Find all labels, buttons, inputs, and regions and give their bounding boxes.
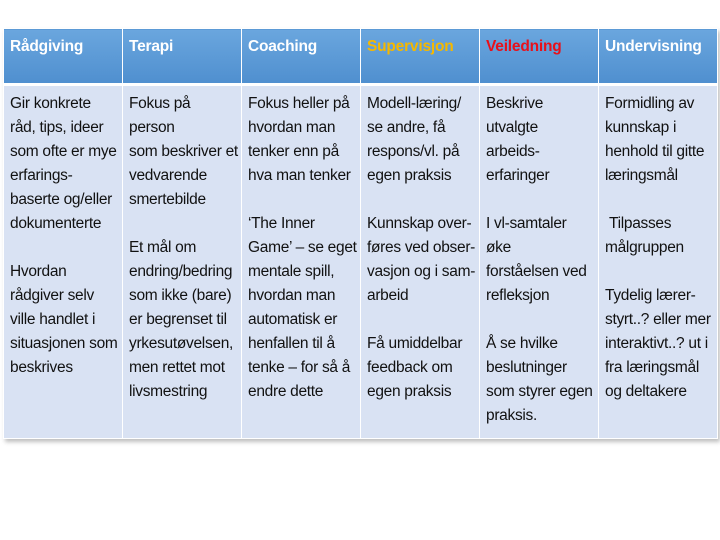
cell-text-veiledning: Beskrive utvalgte arbeids- erfaringer I vl-samtaler øke forståelsen ved refleksjon Å se hvilke beslutninger som styrer egen praksis.: [486, 95, 593, 424]
header-row: [4, 29, 718, 85]
content-row: [4, 85, 718, 439]
cell-radgiving: [4, 85, 123, 439]
header-coaching: Coaching: [242, 29, 361, 85]
cell-veiledning: [480, 85, 599, 439]
header-terapi: Terapi: [123, 29, 242, 85]
comparison-table: [3, 28, 718, 439]
cell-text-coaching: Fokus heller på hvordan man tenker enn på hva man tenker ‘The Inner Game’ – se eget mentale spill, hvordan man automatisk er henfallen til å tenke – for så å endre dette: [248, 95, 357, 400]
cell-text-terapi: Fokus på person som beskriver et vedvarende smertebilde Et mål om endring/bedring som ikke (bare) er begrenset til yrkesutøvelsen, men rettet mot livsmestring: [129, 95, 238, 400]
cell-supervisjon: [361, 85, 480, 439]
header-veiledning: Veiledning: [480, 29, 599, 85]
header-radgiving: Rådgiving: [4, 29, 123, 85]
cell-text-undervisning: Formidling av kunnskap i henhold til gitte læringsmål Tilpasses målgruppen Tydelig lærer- styrt..? eller mer interaktivt..? ut i fra læringsmål og deltakere: [605, 95, 711, 400]
cell-undervisning: [599, 85, 718, 439]
header-undervisning: Undervisning: [599, 29, 718, 85]
cell-terapi: [123, 85, 242, 439]
cell-text-radgiving: Gir konkrete råd, tips, ideer som ofte er mye erfarings- baserte og/eller dokumenterte Hvordan rådgiver selv ville handlet i situasjonen som beskrives: [10, 95, 118, 376]
cell-coaching: [242, 85, 361, 439]
header-supervisjon: Supervisjon: [361, 29, 480, 85]
cell-text-supervisjon: Modell-læring/ se andre, få respons/vl. på egen praksis Kunnskap over- føres ved obser- vasjon og i sam- arbeid Få umiddelbar feedback om egen praksis: [367, 95, 476, 400]
